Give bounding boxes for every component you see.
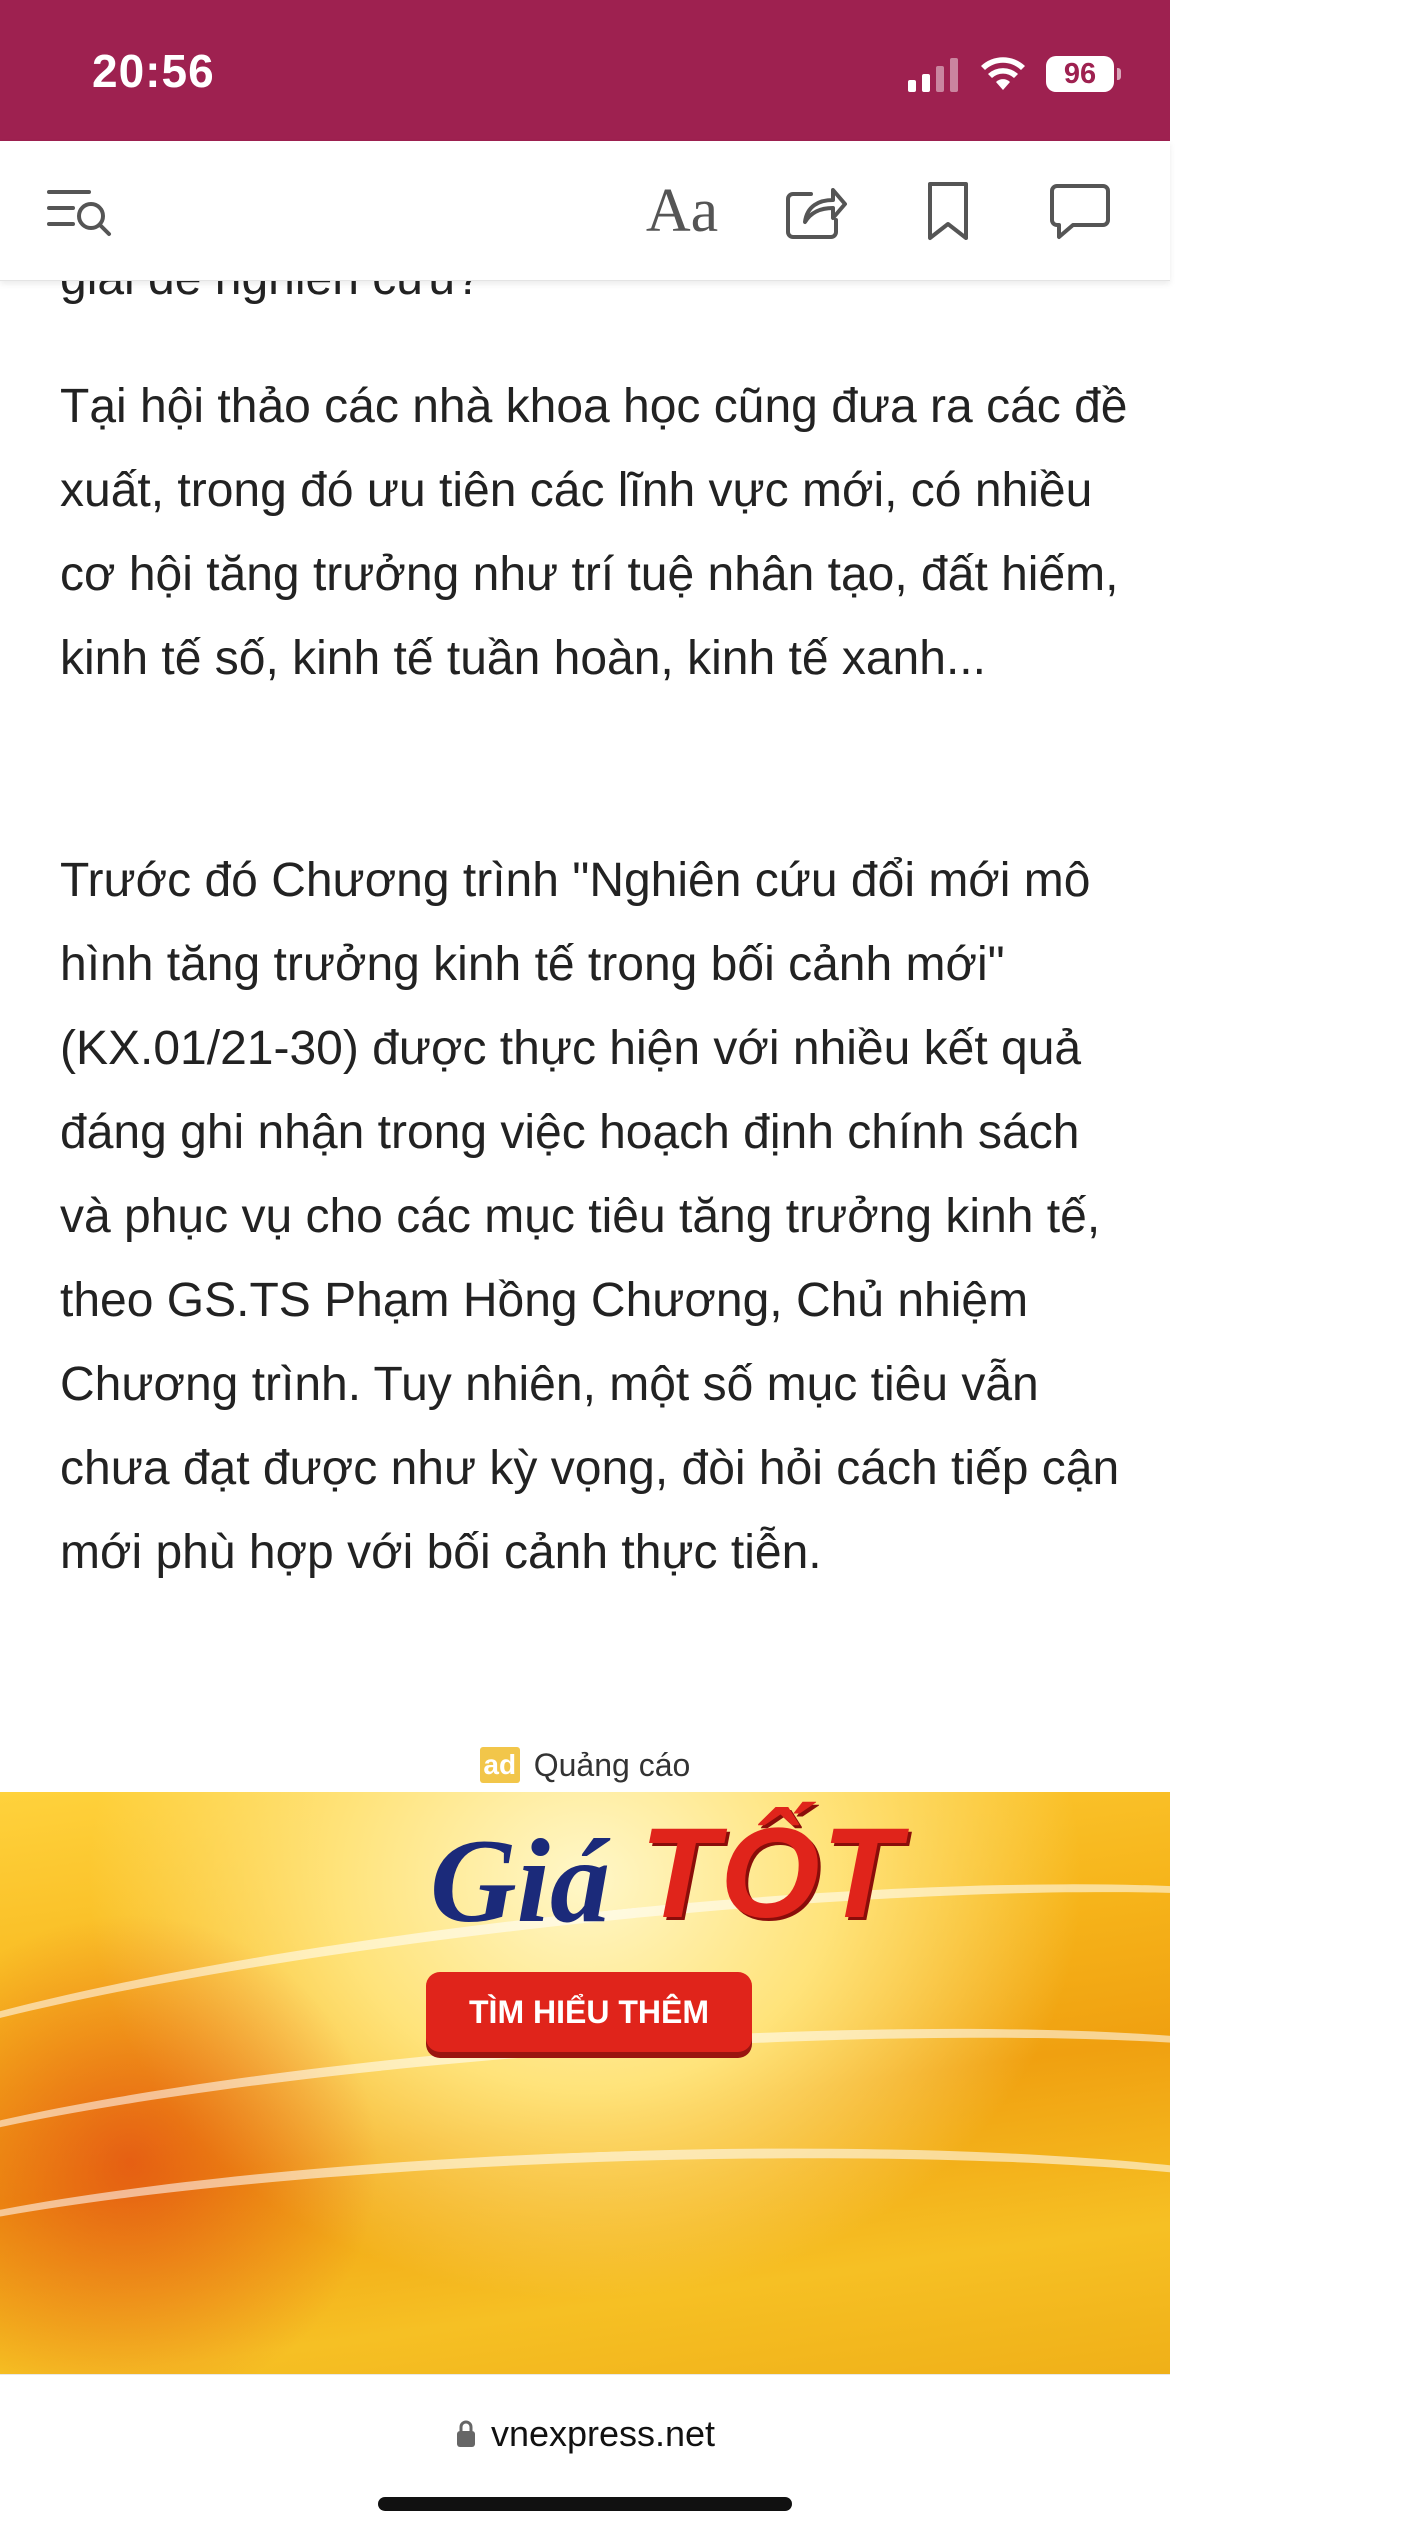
bookmark-icon[interactable]	[916, 179, 980, 243]
comment-icon[interactable]	[1048, 179, 1112, 243]
article-paragraph: Tại hội thảo các nhà khoa học cũng đưa ra các đề xuất, trong đó ưu tiên các lĩnh vực mới, có nhiều cơ hội tăng trưởng như trí tuệ nhân tạo, đất hiếm, kinh tế số, kinh tế tuần hoàn, kinh tế xanh...	[60, 380, 1128, 685]
font-size-button[interactable]: Aa	[645, 177, 719, 245]
url-text: vnexpress.net	[490, 2413, 716, 2454]
ad-headline-bold: TỐT	[640, 1802, 902, 1945]
ad-learn-more-button[interactable]: TÌM HIỂU THÊM	[426, 1972, 752, 2052]
menu-search-icon[interactable]	[48, 179, 112, 243]
article-toolbar	[0, 141, 1170, 281]
status-bar	[0, 0, 1170, 141]
cellular-signal-icon	[908, 56, 958, 92]
battery-icon: 96	[1046, 56, 1114, 92]
lock-icon	[455, 2419, 477, 2449]
ad-headline-script: Giá	[430, 1814, 610, 1947]
wifi-icon	[980, 56, 1026, 92]
ad-label-text: Quảng cáo	[533, 1746, 691, 1783]
status-icons	[908, 52, 1114, 96]
browser-bottom-bar	[0, 2374, 1170, 2532]
ad-banner[interactable]	[0, 1792, 1170, 2374]
ad-label	[0, 1735, 1170, 1795]
ad-badge-icon: ad	[480, 1747, 520, 1783]
home-indicator[interactable]	[378, 2497, 792, 2511]
url-bar[interactable]	[0, 2413, 1170, 2455]
status-time: 20:56	[92, 45, 215, 97]
share-icon[interactable]	[784, 179, 848, 243]
article-body	[0, 281, 1170, 1751]
article-paragraph: Trước đó Chương trình "Nghiên cứu đổi mới mô hình tăng trưởng kinh tế trong bối cảnh mới" (KX.01/21-30) được thực hiện với nhiều kết quả đáng ghi nhận trong việc hoạch định chính sách và phục vụ cho các mục tiêu tăng trưởng kinh tế, theo GS.TS Phạm Hồng Chương, Chủ nhiệm Chương trình. Tuy nhiên, một số mục tiêu vẫn chưa đạt được như kỳ vọng, đòi hỏi cách tiếp cận mới phù hợp với bối cảnh thực tiễn.	[60, 854, 1120, 1579]
